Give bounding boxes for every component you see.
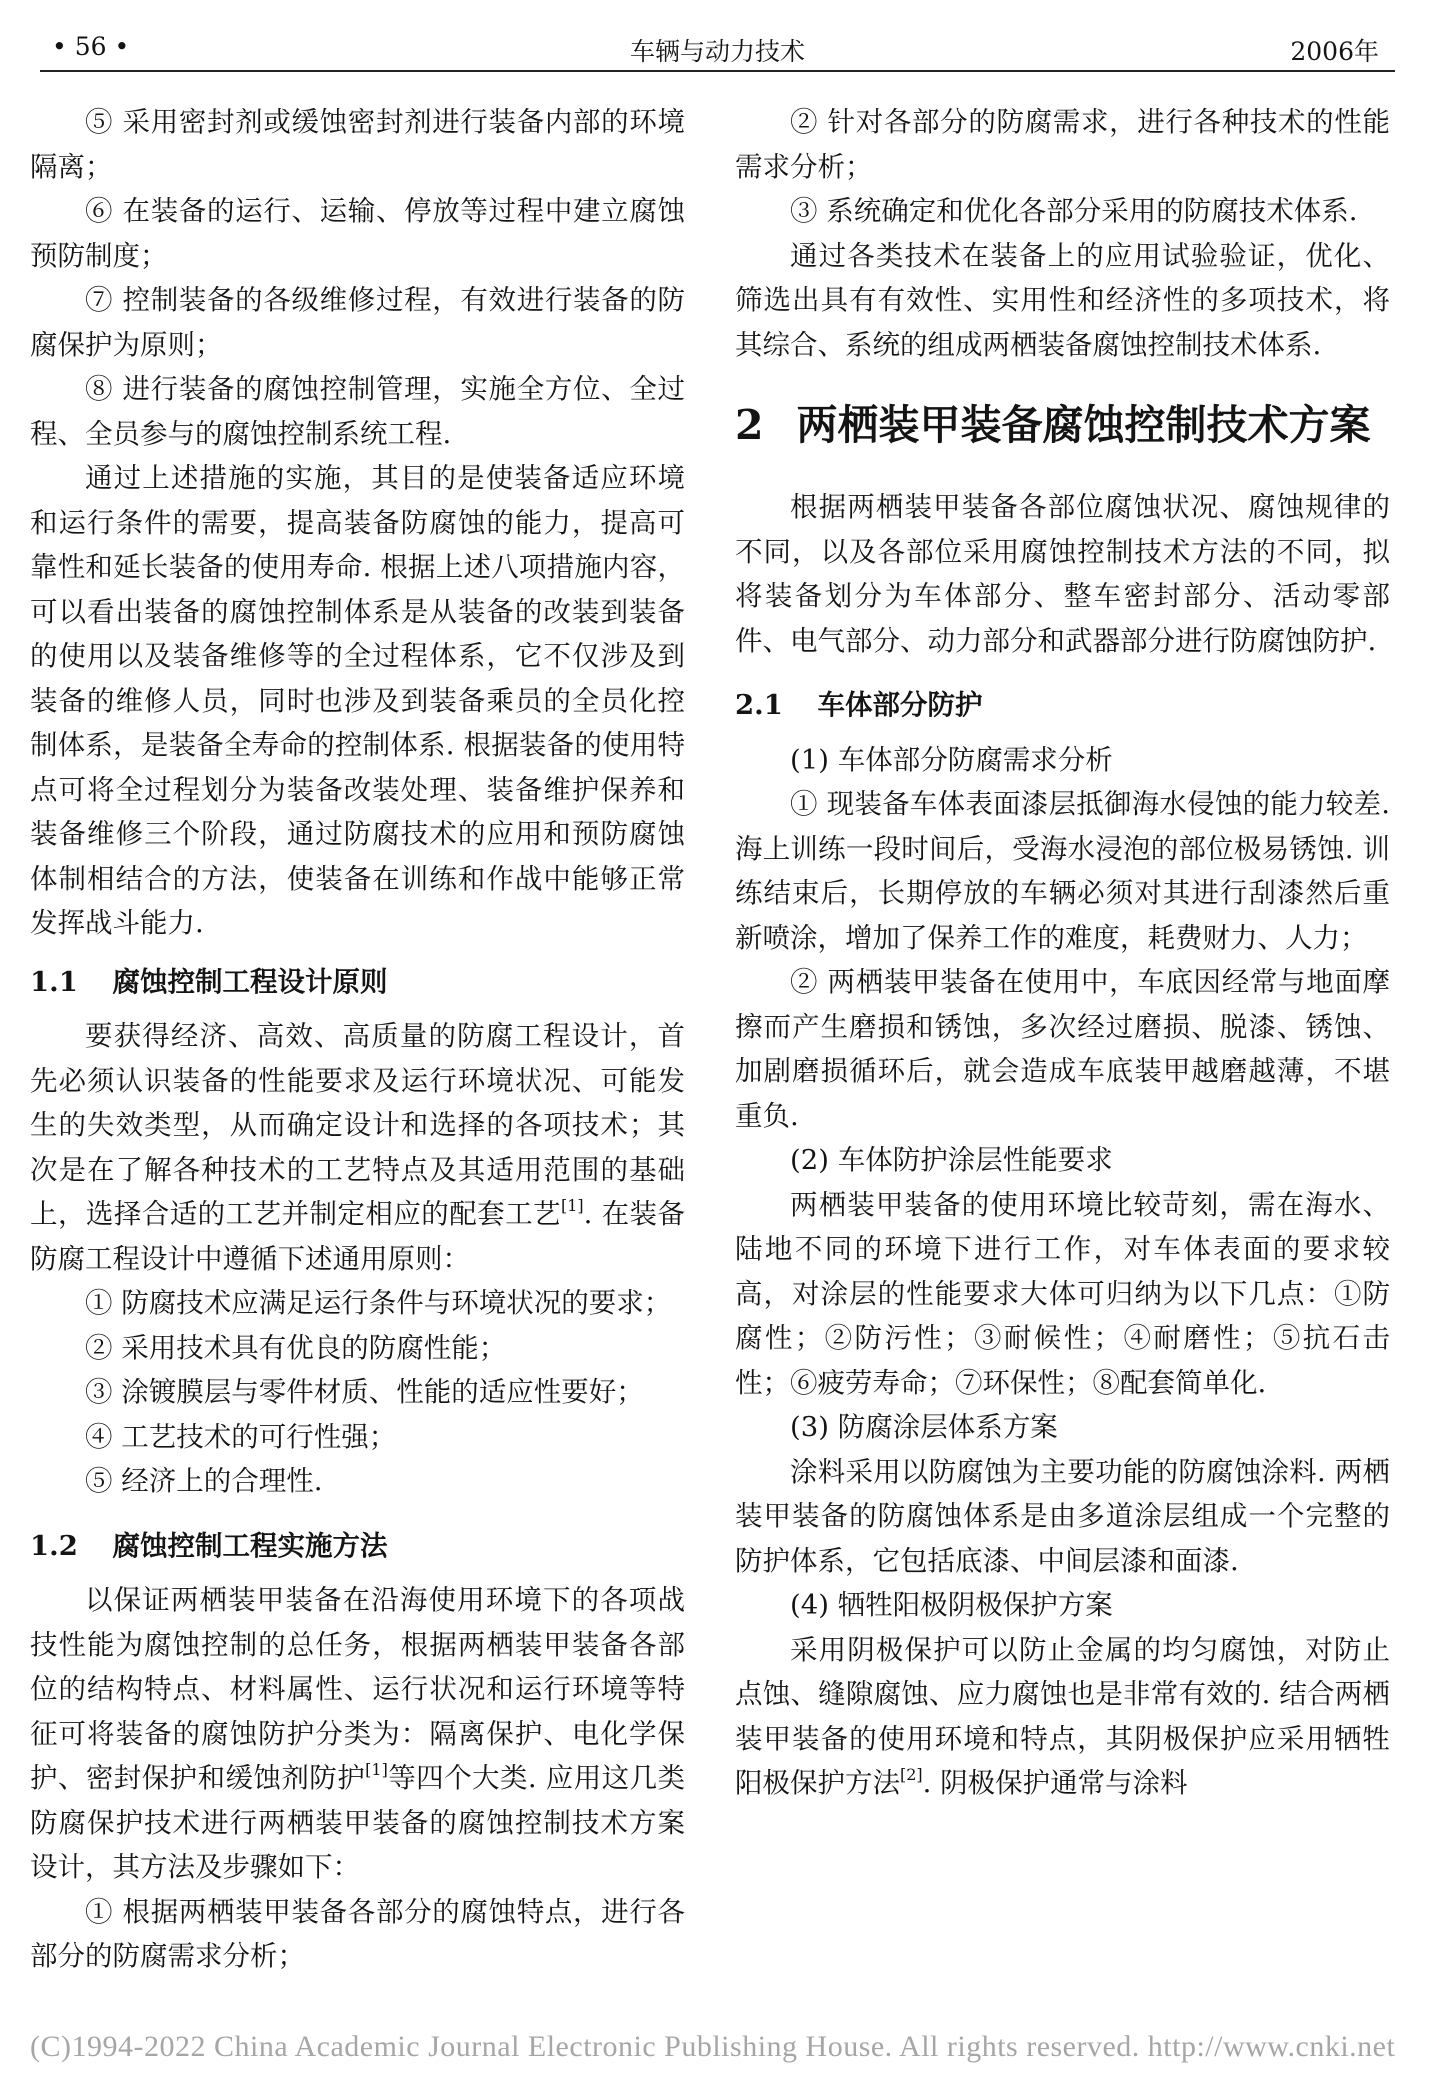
list-item: ② 两栖装甲装备在使用中，车底因经常与地面摩擦而产生磨损和锈蚀，多次经过磨损、脱漆、锈蚀、加剧磨损循环后，就会造成车底装甲越磨越薄，不堪重负. xyxy=(735,966,1390,1132)
list-item: ③ 系统确定和优化各部分采用的防腐技术体系. xyxy=(790,195,1358,227)
list-item: ② 针对各部分的防腐需求，进行各种技术的性能需求分析； xyxy=(735,106,1390,183)
paragraph: 通过上述措施的实施，其目的是使装备适应环境和运行条件的需要，提高装备防腐蚀的能力，提高可靠性和延长装备的使用寿命. 根据上述八项措施内容，可以看出装备的腐蚀控制体系是从装备的改装到装备的使用以及装备维修等的全过程体系，它不仅涉及到装备的维修人员，同时也涉及到装备乘员的全员化控制体系，是装备全寿命的控制体系. 根据装备的使用特点可将全过程划分为装备改装处理、装备维护保养和装备维修三个阶段，通过防腐技术的应用和预防腐蚀体制相结合的方法，使装备在训练和作战中能够正常发挥战斗能力. xyxy=(30,462,685,939)
list-item: ① 现装备车体表面漆层抵御海水侵蚀的能力较差. 海上训练一段时间后，受海水浸泡的部位极易锈蚀. 训练结束后，长期停放的车辆必须对其进行刮漆然后重新喷涂，增加了保养工作的难度，耗费财力、人力； xyxy=(735,788,1390,954)
subsection-heading: (4) 牺牲阳极阴极保护方案 xyxy=(790,1589,1113,1621)
journal-title: 车辆与动力技术 xyxy=(629,37,805,66)
section-heading-1-1 xyxy=(30,960,685,1005)
list-item: ⑤ 经济上的合理性. xyxy=(85,1465,323,1497)
paragraph: 涂料采用以防腐蚀为主要功能的防腐蚀涂料. 两栖装甲装备的防腐蚀体系是由多道涂层组成一个完整的防护体系，它包括底漆、中间层漆和面漆. xyxy=(735,1455,1390,1577)
citation-ref: [1] xyxy=(561,1195,584,1215)
section-title: 车体部分防护 xyxy=(817,689,983,721)
section-number: 1.2 xyxy=(30,1529,78,1562)
subsection-heading: (1) 车体部分防腐需求分析 xyxy=(790,743,1113,776)
paragraph xyxy=(30,1578,685,1890)
paragraph: 通过各类技术在装备上的应用试验验证，优化、筛选出具有有效性、实用性和经济性的多项技术，将其综合、系统的组成两栖装备腐蚀控制技术体系. xyxy=(735,239,1390,361)
right-column xyxy=(735,100,1390,1806)
section-heading-2 xyxy=(735,367,1390,485)
section-number: 2.1 xyxy=(735,689,783,721)
subsection-heading: (2) 车体防护涂层性能要求 xyxy=(790,1144,1113,1176)
paragraph: 根据两栖装甲装备各部位腐蚀状况、腐蚀规律的不同，以及各部位采用腐蚀控制技术方法的不同，拟将装备划分为车体部分、整车密封部分、活动零部件、电气部分、动力部分和武器部分进行防腐蚀防护. xyxy=(735,491,1390,657)
copyright-watermark: (C)1994-2022 China Academic Journal Electronic Publishing House. All rights reserved. http://www.cnki.net xyxy=(30,2030,1396,2063)
paragraph-text: 要获得经济、高效、高质量的防腐工程设计，首先必须认识装备的性能要求及运行环境状况、可能发生的失效类型，从而确定设计和选择的各项技术；其次是在了解各种技术的工艺特点及其适用范围的基础上，选择合适的工艺并制定相应的配套工艺 xyxy=(30,1020,685,1230)
list-item: ⑤ 采用密封剂或缓蚀密封剂进行装备内部的环境隔离； xyxy=(30,106,685,183)
section-heading-2-1 xyxy=(735,683,1390,728)
subsection-heading: (3) 防腐涂层体系方案 xyxy=(790,1411,1058,1443)
list-item: ② 采用技术具有优良的防腐性能； xyxy=(85,1331,507,1364)
paragraph-text: . 在装备防腐工程设计中遵循下述通用原则： xyxy=(30,1198,685,1275)
list-item: ① 防腐技术应满足运行条件与环境状况的要求； xyxy=(85,1287,672,1319)
section-title: 腐蚀控制工程实施方法 xyxy=(112,1529,388,1562)
paragraph: 两栖装甲装备的使用环境比较苛刻，需在海水、陆地不同的环境下进行工作，对车体表面的要求较高，对涂层的性能要求大体可归纳为以下几点：①防腐性；②防污性；③耐候性；④耐磨性；⑤抗石击性；⑥疲劳寿命；⑦环保性；⑧配套简单化. xyxy=(735,1188,1390,1399)
list-item: ⑥ 在装备的运行、运输、停放等过程中建立腐蚀预防制度； xyxy=(30,195,685,272)
list-item: ④ 工艺技术的可行性强； xyxy=(85,1420,397,1453)
page-header xyxy=(40,28,1395,72)
list-item: ① 根据两栖装甲装备各部分的腐蚀特点，进行各部分的防腐需求分析； xyxy=(30,1895,685,1972)
list-item: ⑦ 控制装备的各级维修过程，有效进行装备的防腐保护为原则； xyxy=(30,284,685,361)
paragraph-text: . 阴极保护通常与涂料 xyxy=(922,1767,1188,1799)
left-column xyxy=(30,100,685,1979)
publication-year: 2006年 xyxy=(1290,37,1379,66)
list-item: ⑧ 进行装备的腐蚀控制管理，实施全方位、全过程、全员参与的腐蚀控制系统工程. xyxy=(30,373,685,450)
section-number: 1.1 xyxy=(30,965,78,998)
paragraph-text: 以保证两栖装甲装备在沿海使用环境下的各项战技性能为腐蚀控制的总任务，根据两栖装甲装备各部位的结构特点、材料属性、运行状况和运行环境等特征可将装备的腐蚀防护分类为：隔离保护、电化学保护、密封保护和缓蚀剂防护 xyxy=(30,1584,685,1794)
section-title: 腐蚀控制工程设计原则 xyxy=(112,965,388,998)
section-heading-1-2 xyxy=(30,1524,685,1569)
citation-ref: [1] xyxy=(365,1759,388,1779)
list-item: ③ 涂镀膜层与零件材质、性能的适应性要好； xyxy=(85,1376,644,1408)
section-title: 两栖装甲装备腐蚀控制技术方案 xyxy=(796,401,1371,449)
section-number: 2 xyxy=(735,401,764,449)
citation-ref: [2] xyxy=(900,1764,923,1784)
paragraph xyxy=(30,1014,685,1281)
paragraph xyxy=(735,1628,1390,1806)
paragraph-text: 采用阴极保护可以防止金属的均匀腐蚀，对防止点蚀、缝隙腐蚀、应力腐蚀也是非常有效的. 结合两栖装甲装备的使用环境和特点，其阴极保护应采用牺牲阳极保护方法 xyxy=(735,1633,1390,1799)
paragraph-text: 等四个大类. 应用这几类防腐保护技术进行两栖装甲装备的腐蚀控制技术方案设计，其方法及步骤如下： xyxy=(30,1762,686,1883)
page-number: • 56 • xyxy=(52,32,130,61)
